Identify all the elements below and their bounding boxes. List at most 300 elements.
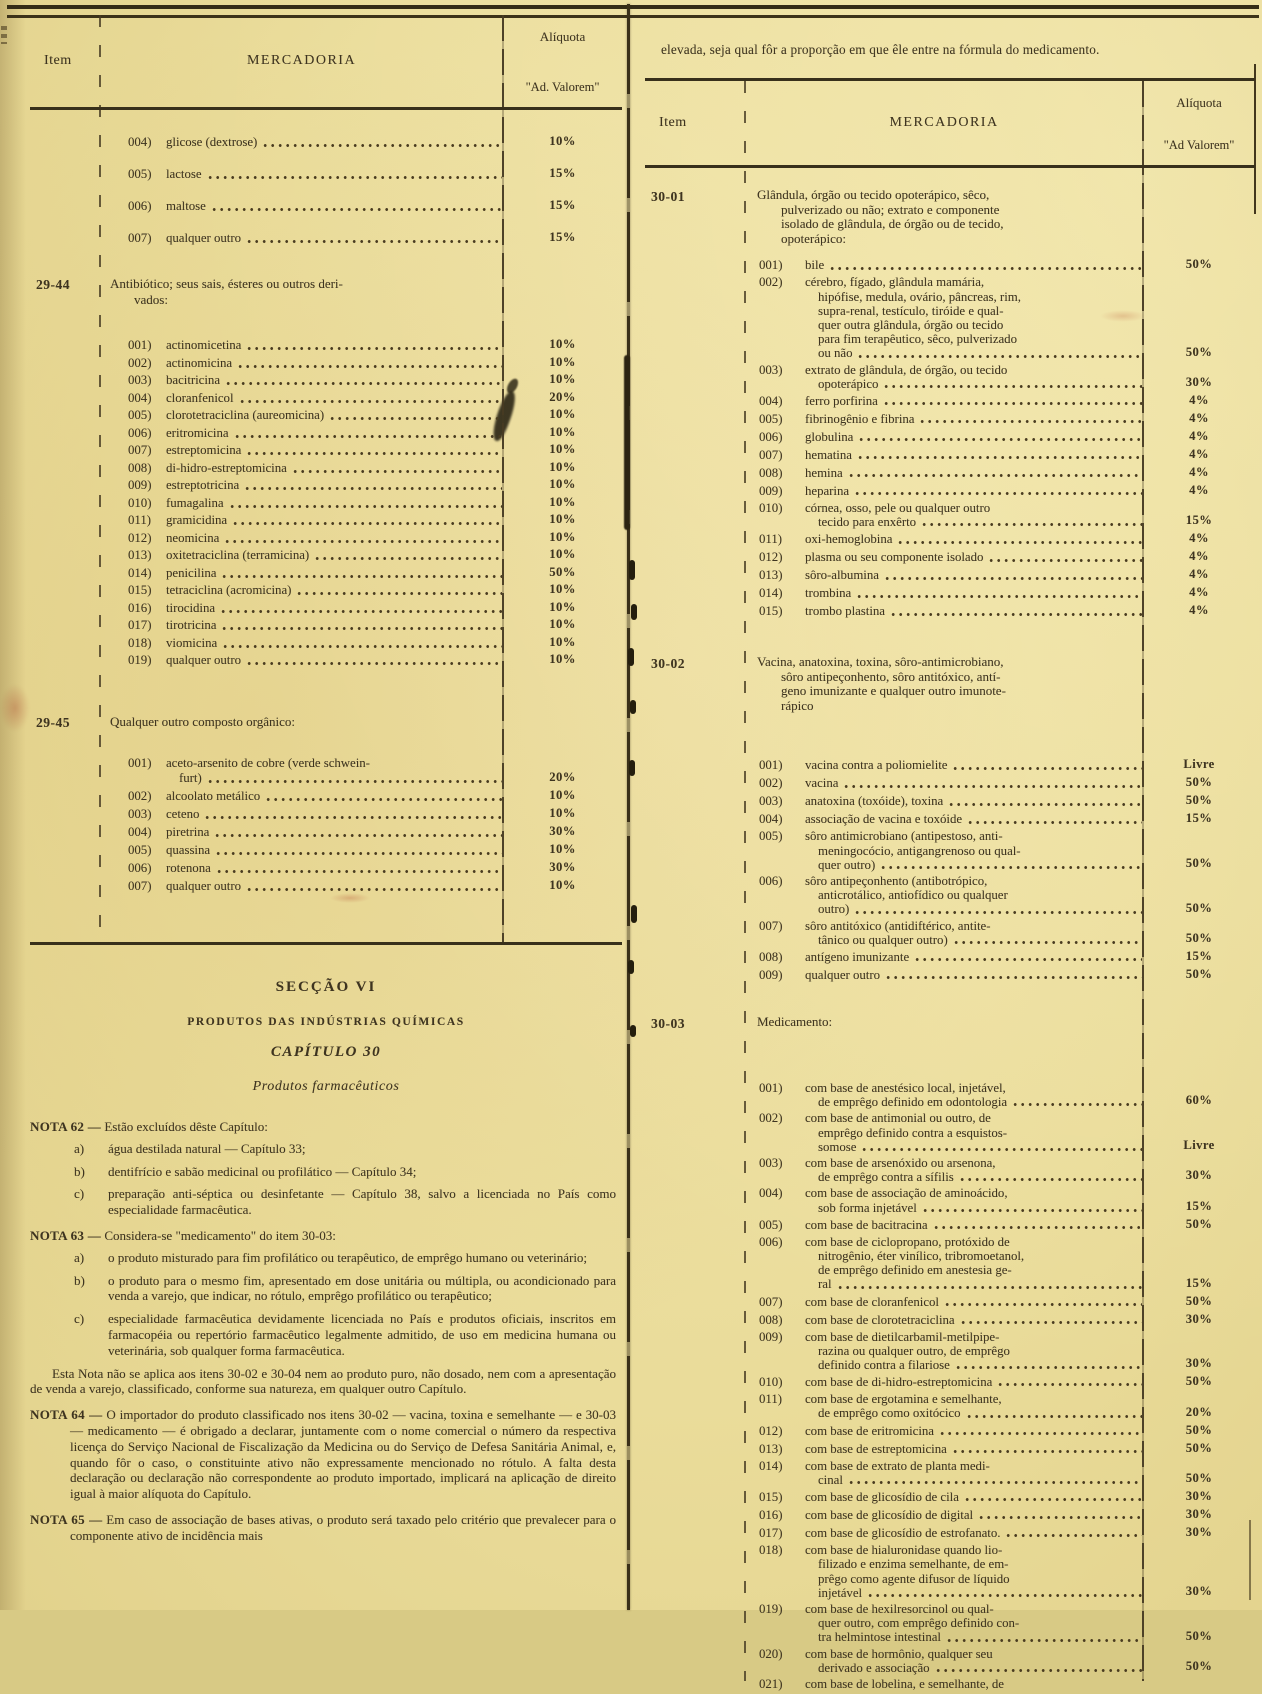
entry-text: plasma ou seu componente isolado bbox=[805, 550, 984, 565]
dotted-leader bbox=[940, 1431, 1142, 1436]
entry-name-line bbox=[166, 653, 503, 668]
tariff-group bbox=[30, 714, 622, 894]
entry-name bbox=[805, 258, 1143, 273]
entry-name-line: com base de hexilresorcinol ou qual- bbox=[805, 1601, 994, 1616]
entry-code: 007) bbox=[128, 443, 152, 457]
entry-mercadoria-cell bbox=[745, 794, 1143, 809]
entry-mercadoria-cell bbox=[745, 532, 1143, 547]
entry-mercadoria-cell bbox=[745, 363, 1143, 391]
tariff-row bbox=[645, 465, 1255, 481]
entry-code: 007) bbox=[128, 879, 152, 893]
entry-name bbox=[805, 1508, 1143, 1523]
entry-name bbox=[805, 794, 1143, 809]
entry-name-line bbox=[805, 484, 1143, 498]
entry-text: bacitricina bbox=[166, 373, 220, 387]
tariff-row bbox=[645, 585, 1255, 601]
entry-code: 010) bbox=[759, 501, 783, 515]
entry-text: fumagalina bbox=[166, 495, 224, 510]
entry-name bbox=[805, 466, 1143, 481]
rate-value: 10% bbox=[549, 842, 576, 856]
rate-value: 50% bbox=[1185, 793, 1213, 808]
tariff-row bbox=[645, 949, 1255, 965]
entry-name-line bbox=[805, 1218, 1143, 1232]
entry-name bbox=[166, 601, 503, 616]
entry-text: oxi-hemoglobina bbox=[805, 532, 893, 547]
dotted-leader bbox=[266, 797, 502, 802]
entry-code: 004) bbox=[759, 812, 783, 827]
entry-code: 008) bbox=[128, 460, 152, 475]
entry-name-line: sôro antitóxico (antidiftérico, antite- bbox=[805, 918, 991, 933]
tariff-item-row bbox=[30, 276, 622, 307]
entry-text: vacina contra a poliomielite bbox=[805, 758, 948, 773]
entry-list bbox=[645, 757, 1255, 983]
dotted-leader bbox=[1006, 1533, 1142, 1538]
item-code: 30-01 bbox=[651, 189, 685, 205]
entry-name bbox=[166, 636, 503, 651]
entry-name bbox=[805, 448, 1143, 463]
entry-name-line bbox=[166, 426, 503, 441]
entry-name bbox=[166, 513, 503, 528]
entry-name-line: hipófise, medula, ovário, pâncreas, rim, bbox=[818, 289, 1021, 304]
table-header bbox=[30, 15, 622, 110]
entry-code: 002) bbox=[759, 776, 783, 791]
dotted-leader bbox=[953, 766, 1142, 771]
entry-mercadoria-cell bbox=[100, 373, 503, 388]
entry-text: tecido para enxêrto bbox=[818, 515, 917, 530]
entry-mercadoria-cell bbox=[100, 879, 503, 894]
entry-code: 006) bbox=[128, 425, 152, 440]
entry-mercadoria-cell bbox=[745, 586, 1143, 601]
entry-name-line bbox=[805, 812, 1143, 826]
rate-value: 50% bbox=[1185, 967, 1213, 982]
dotted-leader bbox=[891, 612, 1142, 617]
entry-name-line: prêgo como agente difusor de líquido bbox=[818, 1571, 1010, 1586]
entry-mercadoria-cell bbox=[745, 1647, 1143, 1675]
dotted-leader bbox=[247, 661, 502, 666]
left-column bbox=[30, 15, 622, 1554]
entry-code: 005) bbox=[759, 1217, 783, 1232]
nota-paragraph bbox=[30, 1512, 616, 1544]
entry-text: cinal bbox=[818, 1472, 843, 1487]
entry-mercadoria-cell bbox=[745, 448, 1143, 463]
entry-name bbox=[805, 1677, 1143, 1692]
entry-list bbox=[30, 756, 622, 894]
entry-text: di-hidro-estreptomicina bbox=[166, 460, 287, 475]
entry-name bbox=[166, 443, 503, 458]
entry-code: 004) bbox=[128, 390, 152, 405]
dotted-leader bbox=[849, 1480, 1142, 1485]
tariff-row bbox=[30, 530, 622, 546]
entry-code: 010) bbox=[128, 495, 152, 510]
entry-name bbox=[805, 1081, 1143, 1109]
dotted-leader bbox=[315, 556, 502, 561]
nota-item-text: preparação anti-séptica ou desinfetante — Capítulo 38, salvo a licenciada no País como especialidade farmacêutica. bbox=[108, 1186, 616, 1218]
entry-name-line: anticrotálico, antiofídico ou qualquer bbox=[818, 888, 1008, 903]
table-body bbox=[645, 168, 1255, 1692]
entry-name-line bbox=[166, 601, 503, 616]
tariff-row bbox=[645, 1507, 1255, 1523]
entry-name-line bbox=[166, 356, 503, 371]
entry-code: 009) bbox=[759, 1329, 783, 1344]
entry-name bbox=[805, 1235, 1143, 1292]
nota-list-item bbox=[30, 1186, 616, 1218]
rate-value: 10% bbox=[549, 878, 576, 892]
entry-name-line bbox=[805, 794, 1143, 808]
entry-name bbox=[805, 829, 1143, 872]
nota-list-item bbox=[30, 1273, 616, 1305]
entry-name-line bbox=[166, 531, 503, 546]
entry-name-line bbox=[805, 1095, 1143, 1109]
entry-name bbox=[805, 275, 1143, 360]
ink-stain bbox=[624, 355, 630, 530]
entry-text: qualquer outro bbox=[166, 231, 241, 245]
entry-name bbox=[166, 618, 503, 633]
entry-code: 012) bbox=[759, 550, 783, 565]
tariff-row bbox=[30, 788, 622, 804]
entry-name bbox=[805, 1526, 1143, 1541]
tariff-group bbox=[645, 188, 1255, 619]
dotted-leader bbox=[857, 594, 1142, 599]
item-description bbox=[745, 655, 1143, 713]
entry-text: glicose (dextrose) bbox=[166, 135, 258, 149]
entry-name-line: com base de antimonial ou outro, de bbox=[805, 1111, 991, 1126]
entry-mercadoria-cell bbox=[100, 861, 503, 876]
description-line: geno imunizante e qualquer outro imunote- bbox=[781, 683, 1006, 699]
stitch-mark bbox=[630, 700, 636, 714]
entry-name-line: com base de extrato de planta medi- bbox=[805, 1458, 990, 1473]
entry-text: com base de glicosídio de estrofanato. bbox=[805, 1526, 1001, 1541]
tariff-row bbox=[645, 1111, 1255, 1154]
entry-mercadoria-cell bbox=[100, 426, 503, 441]
entry-name bbox=[166, 199, 503, 214]
item-code: 29-45 bbox=[36, 715, 70, 730]
rate-value: 50% bbox=[1185, 344, 1213, 359]
entry-name-line bbox=[166, 231, 503, 246]
entry-mercadoria-cell bbox=[745, 968, 1143, 983]
entry-name-line bbox=[805, 1201, 1143, 1215]
entry-name-line: com base de arsenóxido ou arsenona, bbox=[805, 1156, 996, 1171]
tariff-row bbox=[645, 829, 1255, 872]
nota-list-item bbox=[30, 1164, 616, 1180]
entry-text: estreptotricina bbox=[166, 478, 240, 492]
entry-mercadoria-cell bbox=[100, 167, 503, 182]
entry-name-line bbox=[805, 1406, 1143, 1420]
entry-name bbox=[166, 408, 503, 423]
tariff-row bbox=[645, 429, 1255, 445]
entry-text: quer outro) bbox=[818, 857, 876, 872]
dotted-leader bbox=[868, 1593, 1142, 1598]
tariff-row bbox=[30, 860, 622, 876]
entry-name-line bbox=[805, 532, 1143, 546]
entry-text: injetável bbox=[818, 1585, 863, 1600]
entry-name-line bbox=[805, 604, 1143, 618]
entry-mercadoria-cell bbox=[745, 1375, 1143, 1390]
entry-name-line: meningocócio, antigangrenoso ou qual- bbox=[818, 843, 1021, 858]
entry-text: tirocidina bbox=[166, 600, 216, 615]
entry-text: ceteno bbox=[166, 807, 200, 821]
entry-code: 002) bbox=[128, 789, 152, 803]
dotted-leader bbox=[263, 143, 502, 148]
rate-value: 20% bbox=[549, 770, 576, 784]
rate-value: 10% bbox=[549, 494, 576, 509]
entry-name bbox=[805, 1375, 1143, 1390]
tariff-row bbox=[645, 1459, 1255, 1487]
tariff-item-row bbox=[645, 188, 1255, 246]
entry-name-line bbox=[166, 548, 503, 563]
entry-name bbox=[166, 583, 503, 598]
entry-name-line bbox=[166, 566, 503, 581]
entry-name bbox=[805, 394, 1143, 409]
header-aliquota bbox=[1143, 81, 1255, 165]
entry-mercadoria-cell bbox=[745, 1235, 1143, 1292]
dotted-leader bbox=[205, 815, 502, 820]
entry-mercadoria-cell bbox=[100, 338, 503, 353]
entry-code: 006) bbox=[128, 861, 152, 875]
entry-name-line: sôro antimicrobiano (antipestoso, anti- bbox=[805, 829, 1003, 844]
rate-value: 10% bbox=[549, 806, 576, 820]
entry-code: 009) bbox=[759, 968, 783, 983]
entry-text: ou não bbox=[818, 346, 853, 361]
entry-code: 006) bbox=[759, 874, 783, 889]
tariff-row bbox=[645, 1156, 1255, 1184]
entry-text: actinomicetina bbox=[166, 338, 242, 352]
entry-name-line bbox=[805, 412, 1143, 426]
dotted-leader bbox=[844, 784, 1142, 789]
entry-name bbox=[805, 1313, 1143, 1328]
entry-text: com base de bacitracina bbox=[805, 1217, 928, 1232]
tariff-row bbox=[30, 166, 622, 182]
entry-mercadoria-cell bbox=[100, 231, 503, 246]
entry-name bbox=[805, 1647, 1143, 1675]
entry-code: 007) bbox=[759, 448, 783, 462]
table-body bbox=[30, 110, 622, 894]
entry-mercadoria-cell bbox=[100, 807, 503, 822]
entry-name-line bbox=[805, 1490, 1143, 1504]
rate-value: 20% bbox=[549, 389, 576, 404]
tariff-row bbox=[645, 531, 1255, 547]
entry-name-line bbox=[805, 1424, 1143, 1438]
entry-text: hemina bbox=[805, 466, 843, 480]
rate-value: 10% bbox=[549, 477, 576, 491]
dotted-leader bbox=[945, 1302, 1142, 1307]
entry-mercadoria-cell bbox=[100, 391, 503, 406]
nota-item-marker: b) bbox=[74, 1272, 85, 1288]
item-number-cell bbox=[645, 655, 745, 673]
entry-code: 016) bbox=[759, 1508, 783, 1523]
tariff-row bbox=[645, 393, 1255, 409]
entry-text: vacina bbox=[805, 776, 839, 791]
tariff-row bbox=[30, 878, 622, 894]
tariff-row bbox=[645, 257, 1255, 273]
tariff-row bbox=[30, 824, 622, 840]
entry-code: 005) bbox=[128, 408, 152, 422]
entry-mercadoria-cell bbox=[745, 919, 1143, 947]
entry-mercadoria-cell bbox=[100, 653, 503, 668]
entry-name bbox=[166, 807, 503, 822]
entry-name-line bbox=[166, 391, 503, 406]
entry-name bbox=[805, 1490, 1143, 1505]
paper-stain bbox=[1, 26, 7, 44]
rate-value: 30% bbox=[1185, 1489, 1213, 1504]
entry-code: 013) bbox=[128, 548, 152, 562]
dotted-leader bbox=[215, 833, 502, 838]
entry-text: com base de eritromicina bbox=[805, 1423, 934, 1438]
entry-name bbox=[166, 825, 503, 840]
header-aliquota bbox=[503, 15, 622, 107]
dotted-leader bbox=[886, 975, 1142, 980]
rate-value: 10% bbox=[549, 599, 576, 614]
tariff-row bbox=[645, 1647, 1255, 1675]
entry-name-line bbox=[166, 825, 503, 840]
entry-name-line bbox=[805, 1586, 1143, 1600]
section-title: SECÇÃO VI bbox=[275, 979, 377, 995]
tariff-item-row bbox=[30, 714, 622, 732]
entry-text: tetraciclina (acromicina) bbox=[166, 583, 292, 597]
entry-code: 001) bbox=[759, 1081, 783, 1096]
rate-value: 10% bbox=[549, 354, 576, 369]
entry-text: antígeno imunizante bbox=[805, 950, 910, 965]
entry-text: gramicidina bbox=[166, 513, 228, 527]
entry-code: 015) bbox=[128, 583, 152, 597]
rate-value: 50% bbox=[1185, 1628, 1213, 1643]
entry-mercadoria-cell bbox=[745, 484, 1143, 499]
nota-paragraph bbox=[30, 1119, 616, 1135]
entry-code: 004) bbox=[759, 1186, 783, 1201]
nota-label: NOTA 64 — bbox=[30, 1407, 103, 1423]
entry-text: opoterápico bbox=[818, 376, 879, 391]
entry-name bbox=[805, 532, 1143, 547]
entry-name bbox=[166, 461, 503, 476]
entry-name bbox=[166, 531, 503, 546]
nota-list-item bbox=[30, 1141, 616, 1157]
entry-mercadoria-cell bbox=[745, 394, 1143, 409]
entry-mercadoria-cell bbox=[100, 789, 503, 804]
description-line: Antibiótico; seus sais, ésteres ou outros deri- bbox=[110, 276, 343, 291]
tariff-group bbox=[30, 134, 622, 246]
tariff-row bbox=[30, 425, 622, 441]
entry-name bbox=[805, 1330, 1143, 1373]
tariff-row bbox=[645, 1677, 1255, 1692]
dotted-leader bbox=[297, 591, 502, 596]
description-line: pulverizado ou não; extrato e componente bbox=[781, 201, 1000, 217]
entry-name bbox=[166, 756, 503, 786]
tariff-row bbox=[645, 1489, 1255, 1505]
entry-text: qualquer outro bbox=[166, 879, 241, 893]
continuation-paragraph: elevada, seja qual fôr a proporção em que êle entre na fórmula do medicamento. bbox=[661, 42, 1100, 58]
rate-value: 50% bbox=[1185, 1374, 1213, 1389]
dotted-leader bbox=[965, 1497, 1142, 1502]
entry-name-line: nitrogênio, éter vinílico, tribromoetanol, bbox=[818, 1249, 1025, 1264]
entry-text: sôro-albumina bbox=[805, 568, 879, 583]
dotted-leader bbox=[222, 626, 502, 631]
rate-value: 50% bbox=[1185, 1293, 1213, 1308]
nota-item-marker: c) bbox=[74, 1311, 85, 1327]
rate-value: 50% bbox=[1185, 1471, 1213, 1486]
entry-mercadoria-cell bbox=[745, 430, 1143, 445]
dotted-leader bbox=[208, 779, 502, 784]
entry-name-line bbox=[805, 1677, 1143, 1691]
entry-name bbox=[166, 496, 503, 511]
entry-mercadoria-cell bbox=[745, 1330, 1143, 1373]
entry-name-line: razina ou qualquer outro, de emprêgo bbox=[818, 1343, 1010, 1358]
entry-mercadoria-cell bbox=[100, 478, 503, 493]
entry-name bbox=[166, 231, 503, 246]
entry-name bbox=[166, 789, 503, 804]
entry-code: 004) bbox=[759, 394, 783, 408]
entry-mercadoria-cell bbox=[745, 758, 1143, 773]
tariff-row bbox=[30, 198, 622, 214]
rate-value: 4% bbox=[1189, 465, 1209, 479]
entry-mercadoria-cell bbox=[745, 466, 1143, 481]
entry-text: bile bbox=[805, 258, 825, 273]
entry-name-line: com base de hialuronidase quando lio- bbox=[805, 1543, 1003, 1558]
entry-code: 011) bbox=[759, 532, 782, 547]
entry-name-line bbox=[805, 1375, 1143, 1389]
entry-text: qualquer outro bbox=[166, 653, 241, 667]
entry-name-line bbox=[805, 448, 1143, 462]
stitch-mark bbox=[629, 560, 635, 580]
nota-text: Considera-se "medicamento" do item 30-03: bbox=[104, 1227, 336, 1243]
rate-value: 15% bbox=[1185, 513, 1213, 528]
entry-text: de emprêgo como oxitócico bbox=[818, 1406, 961, 1421]
tariff-row bbox=[645, 1235, 1255, 1292]
entry-text: definido contra a filariose bbox=[818, 1358, 950, 1373]
tariff-row bbox=[645, 275, 1255, 360]
item-code: 30-02 bbox=[651, 656, 685, 672]
entry-mercadoria-cell bbox=[745, 874, 1143, 917]
entry-list bbox=[30, 134, 622, 246]
entry-code: 001) bbox=[759, 758, 783, 773]
rate-value: 50% bbox=[1185, 1216, 1213, 1231]
entry-name bbox=[166, 135, 503, 150]
description-line: opoterápico: bbox=[781, 230, 846, 246]
entry-name-line bbox=[166, 135, 503, 150]
dotted-leader bbox=[233, 521, 502, 526]
tariff-row bbox=[30, 547, 622, 563]
entry-text: globulina bbox=[805, 430, 854, 444]
rate-value: 4% bbox=[1189, 603, 1209, 618]
nota-item-text: o produto misturado para fim profilático ou terapêutico, de emprêgo humano ou veterinário; bbox=[108, 1249, 588, 1265]
dotted-leader bbox=[1013, 1102, 1142, 1107]
entry-text: estreptomicina bbox=[166, 443, 242, 457]
entry-code: 007) bbox=[759, 1294, 783, 1309]
rate-value: 10% bbox=[549, 337, 576, 351]
entry-name-line bbox=[805, 950, 1143, 964]
entry-text: trombo plastina bbox=[805, 604, 885, 619]
item-number-cell bbox=[30, 276, 100, 294]
section-headings bbox=[30, 979, 622, 1095]
entry-name-line bbox=[805, 858, 1143, 872]
entry-name bbox=[805, 919, 1143, 947]
entry-name-line bbox=[166, 443, 503, 458]
item-number-cell bbox=[30, 714, 100, 732]
entry-code: 017) bbox=[128, 618, 152, 632]
entry-mercadoria-cell bbox=[100, 356, 503, 371]
entry-name-line bbox=[805, 1170, 1143, 1184]
tariff-row bbox=[30, 495, 622, 511]
entry-name bbox=[166, 861, 503, 876]
entry-name-line bbox=[166, 807, 503, 822]
entry-code: 003) bbox=[759, 1156, 783, 1171]
nota-block bbox=[30, 1228, 616, 1397]
entry-mercadoria-cell bbox=[745, 1424, 1143, 1439]
rate-value bbox=[1143, 1691, 1255, 1692]
entry-name bbox=[166, 548, 503, 563]
entry-name-line bbox=[166, 618, 503, 633]
rate-value: 15% bbox=[1185, 949, 1213, 964]
dotted-leader bbox=[885, 576, 1142, 581]
item-description bbox=[100, 714, 503, 730]
